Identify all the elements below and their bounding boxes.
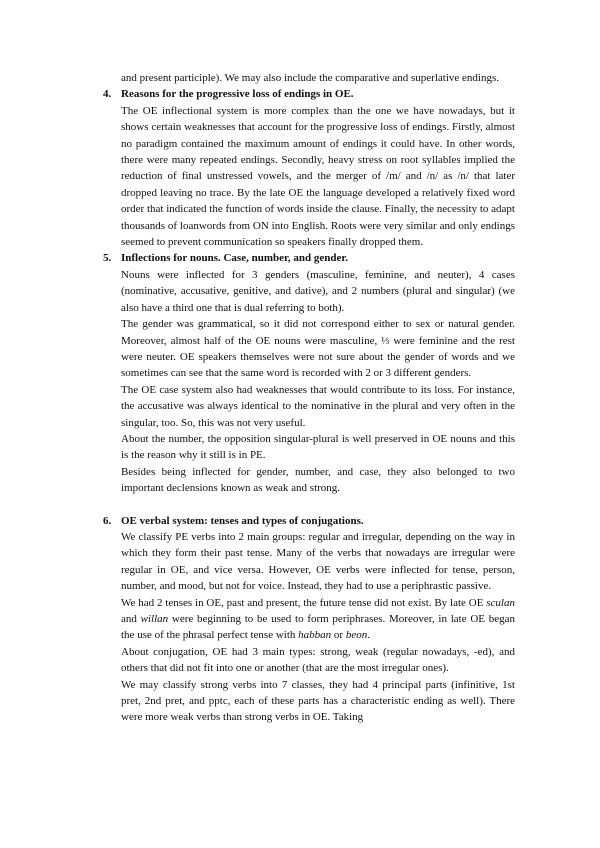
section-title: OE verbal system: tenses and types of conjugations. bbox=[121, 514, 364, 527]
section-heading bbox=[103, 513, 515, 529]
paragraph: Besides being inflected for gender, number, and case, they also belonged to two important declensions known as weak and strong. bbox=[121, 465, 515, 495]
term-willan: willan bbox=[140, 613, 169, 625]
paragraph: The OE inflectional system is more complex than the one we have nowadays, but it shows certain weaknesses that account for the progressive loss of endings. Firstly, almost no paradigm contained the maximum amount of endings it could have. In other words, there were many repeated endings. Secondly, heavy stress on root syllables implied the reduction of final unstressed vowels, and the merger of /m/ and /n/ as /n/ that later dropped leaving no trace. By the late OE the language developed a relatively fixed word order that indicated the function of words inside the clause. Finally, the necessity to adapt thousands of loanwords from ON into English. Roots were very similar and only endings seemed to prevent communication so speakers finally dropped them. bbox=[121, 104, 515, 249]
term-beon: beon bbox=[345, 629, 368, 642]
section-heading bbox=[103, 86, 515, 102]
paragraph: We classify PE verbs into 2 main groups: regular and irregular, depending on the way in which they form their past tense. Many of the verbs that nowadays are irregular were regular in OE, and vice versa. However, OE verbs were inflected for tense, person, number, and mood, but not for voice. Instead, they had to use a periphrastic passive. bbox=[121, 530, 515, 593]
paragraph: The OE case system also had weaknesses that would contribute to its loss. For instance, the accusative was always identical to the nominative in the plural and very often in the singular, too. So, this was not very useful. bbox=[121, 383, 515, 429]
section-number: 4. bbox=[103, 88, 112, 101]
paragraph: About the number, the opposition singular-plural is well preserved in OE nouns and this is the reason why it still is in PE. bbox=[121, 432, 515, 462]
term-habban: habban bbox=[298, 629, 332, 642]
section-number: 6. bbox=[103, 514, 112, 527]
section-number: 5. bbox=[103, 252, 112, 265]
paragraph: About conjugation, OE had 3 main types: strong, weak (regular nowadays, -ed), and others that did not fit into one or another (that are the most irregular ones). bbox=[121, 645, 515, 675]
section-title: Reasons for the progressive loss of endings in OE. bbox=[121, 88, 354, 101]
paragraph: Nouns were inflected for 3 genders (masculine, feminine, and neuter), 4 cases (nominative, accusative, genitive, and dative), and 2 numbers (plural and singular) (we also have a third one that is dual referring to both). bbox=[121, 268, 515, 314]
paragraph: The gender was grammatical, so it did not correspond either to sex or natural gender. Moreover, almost half of the OE nouns were masculine, ⅓ were feminine and the rest were neuter. OE speakers themselves were not sure about the gender of words and we sometimes can see that the same word is recorded with 2 or 3 different genders. bbox=[121, 318, 515, 380]
paragraph: We may classify strong verbs into 7 classes, they had 4 principal parts (infinitive, 1st pret, 2nd pret, and pptc, each of these parts has a characteristic ending as well). There were more weak verbs than strong verbs in OE. Taking bbox=[121, 678, 515, 724]
term-sculan: sculan bbox=[486, 596, 515, 609]
section-6 bbox=[103, 513, 515, 726]
section-4 bbox=[103, 86, 515, 250]
section-heading bbox=[103, 250, 515, 266]
paragraph-with-italics: We had 2 tenses in OE, past and present, the future tense did not exist. By late OE sculan and willan were beginning to be used to form periphrases. Moreover, in late OE began the use of the phrasal perfect tense with habban or beon. bbox=[121, 596, 515, 642]
section-spacer bbox=[103, 497, 515, 513]
intro-continuation: and present participle). We may also include the comparative and superlative endings. bbox=[121, 72, 499, 84]
section-5 bbox=[103, 250, 515, 496]
document-body bbox=[103, 70, 515, 726]
section-title: Inflections for nouns. Case, number, and gender. bbox=[121, 252, 348, 265]
